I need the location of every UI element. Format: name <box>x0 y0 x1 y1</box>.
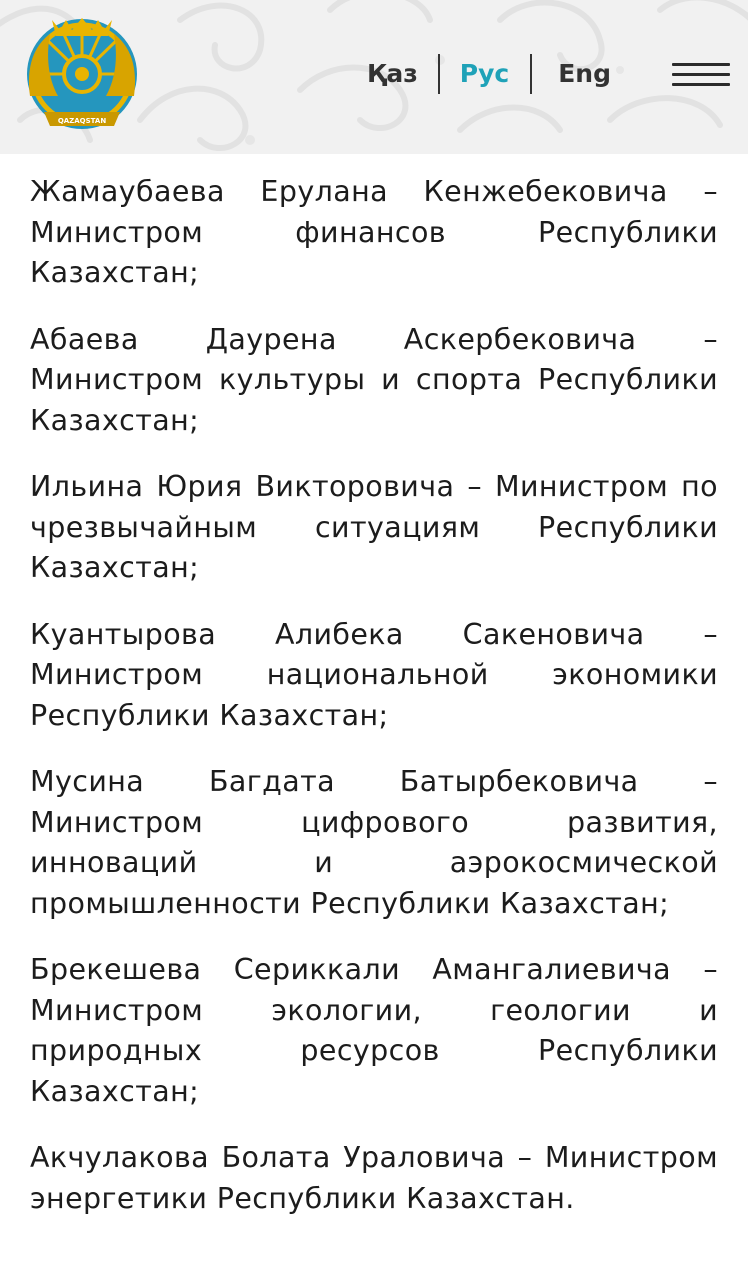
appointment-paragraph: Куантырова Алибека Сакеновича – Министром национальной экономики Республики Казахстан; <box>30 617 718 732</box>
language-divider <box>530 54 532 94</box>
language-switcher <box>348 52 611 96</box>
appointment-paragraph: Абаева Даурена Аскербековича – Министром культуры и спорта Республики Казахстан; <box>30 322 718 437</box>
language-divider <box>438 54 440 94</box>
appointment-paragraph: Жамаубаева Ерулана Кенжебековича – Министром финансов Республики Казахстан; <box>30 175 718 289</box>
appointment-paragraph: Ильина Юрия Викторовича – Министром по чрезвычайным ситуациям Республики Казахстан; <box>30 470 718 584</box>
lang-kaz-link[interactable]: Қаз <box>367 59 418 88</box>
article-content <box>0 154 748 1219</box>
menu-bar <box>672 73 730 76</box>
site-header <box>0 0 748 154</box>
kazakhstan-state-emblem-icon[interactable] <box>22 16 142 138</box>
appointment-paragraph: Мусина Багдата Батырбековича – Министром цифрового развития, инноваций и аэрокосмической промышленности Республики Казахстан; <box>30 765 718 920</box>
lang-eng-link[interactable]: Eng <box>558 59 612 88</box>
lang-rus-link[interactable]: Рус <box>459 59 510 88</box>
emblem-ribbon-text: QAZAQSTAN <box>57 117 107 125</box>
menu-bar <box>672 83 730 86</box>
appointment-paragraph: Брекешева Сериккали Амангалиевича – Министром экологии, геологии и природных ресурсов Республики Казахстан; <box>30 953 718 1108</box>
appointment-paragraph: Акчулакова Болата Ураловича – Министром энергетики Республики Казахстан. <box>30 1141 718 1215</box>
menu-bar <box>672 63 730 66</box>
hamburger-menu-icon[interactable] <box>672 60 730 90</box>
